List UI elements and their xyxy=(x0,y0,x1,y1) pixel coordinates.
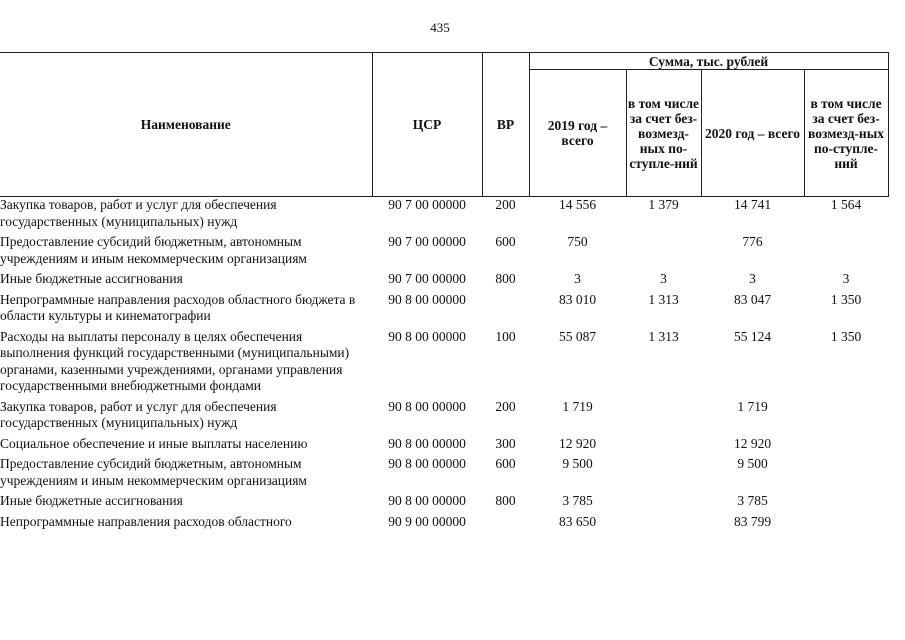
row-2020-free: 1 350 xyxy=(830,328,862,344)
page-number: 435 xyxy=(430,20,450,35)
row-2020-total: 55 124 xyxy=(733,328,772,344)
row-csr: 90 8 00 00000 xyxy=(388,435,466,451)
row-csr: 90 8 00 00000 xyxy=(388,398,466,414)
row-vr: 100 xyxy=(495,328,516,344)
header-2020-total: 2020 год – всего xyxy=(701,70,804,197)
row-2019-free: 1 379 xyxy=(648,197,679,212)
header-vr: ВР xyxy=(482,53,529,197)
table-row xyxy=(0,234,888,271)
row-2020-free xyxy=(804,436,888,457)
row-2020-free xyxy=(804,234,888,271)
row-2019-free xyxy=(626,399,701,436)
row-csr: 90 8 00 00000 xyxy=(388,493,466,508)
table-row xyxy=(0,399,888,436)
row-csr: 90 9 00 00000 xyxy=(388,513,466,529)
row-vr: 200 xyxy=(495,197,516,212)
row-csr: 90 8 00 00000 xyxy=(388,328,466,344)
row-vr: 600 xyxy=(495,234,516,249)
table-row xyxy=(0,436,888,457)
budget-table xyxy=(0,52,889,534)
table-row xyxy=(0,271,888,292)
row-vr: 800 xyxy=(495,271,516,286)
row-2019-free: 1 313 xyxy=(648,328,679,344)
row-2020-free: 3 xyxy=(842,271,850,286)
table-body xyxy=(0,197,888,535)
header-csr: ЦСР xyxy=(372,53,482,197)
row-name: Закупка товаров, работ и услуг для обеспечения государственных (муниципальных) нужд xyxy=(0,197,277,229)
row-2020-free xyxy=(804,493,888,514)
row-2019-total: 12 920 xyxy=(558,435,597,451)
row-2019-total: 83 650 xyxy=(558,513,597,529)
row-2020-total: 776 xyxy=(742,234,763,249)
row-vr: 300 xyxy=(495,435,516,451)
row-name: Социальное обеспечение и иные выплаты населению xyxy=(0,435,308,451)
row-2020-total: 12 920 xyxy=(733,435,772,451)
row-name: Расходы на выплаты персоналу в целях обеспечения выполнения функций государственными (муниципальными) органами, казенными учреждениями, органами управления государственными внебюджетными фондами xyxy=(0,328,350,393)
row-vr: 200 xyxy=(495,398,516,414)
row-name: Иные бюджетные ассигнования xyxy=(0,271,183,286)
table-header xyxy=(0,53,888,197)
row-csr: 90 8 00 00000 xyxy=(388,291,466,307)
header-2019-total: 2019 год – всего xyxy=(529,70,626,197)
header-2020-free: в том числе за счет без-возмезд-ных по-ступле-ний xyxy=(804,70,888,197)
row-2019-total: 55 087 xyxy=(558,328,597,344)
row-2019-free xyxy=(626,456,701,493)
row-2020-total: 83 799 xyxy=(733,513,772,529)
row-vr: 600 xyxy=(495,456,516,471)
table-row xyxy=(0,514,888,535)
row-2020-free xyxy=(804,399,888,436)
table-row xyxy=(0,456,888,493)
row-name: Непрограммные направления расходов областного бюджета в области культуры и кинематографии xyxy=(0,291,356,323)
row-csr: 90 7 00 00000 xyxy=(388,197,466,212)
row-2019-free xyxy=(626,436,701,457)
row-2019-total: 9 500 xyxy=(562,456,593,471)
row-2020-total: 3 xyxy=(749,271,756,286)
row-csr: 90 8 00 00000 xyxy=(388,456,466,471)
row-csr: 90 7 00 00000 xyxy=(388,271,466,286)
row-2020-free xyxy=(804,456,888,493)
row-2019-total: 3 785 xyxy=(562,493,593,508)
row-2020-free xyxy=(804,514,888,535)
table-row xyxy=(0,197,888,235)
row-2019-free xyxy=(626,234,701,271)
row-2019-free xyxy=(626,493,701,514)
row-2020-total: 14 741 xyxy=(733,197,772,212)
row-2019-free: 1 313 xyxy=(648,291,679,307)
row-2020-free: 1 350 xyxy=(830,291,862,307)
row-name: Иные бюджетные ассигнования xyxy=(0,493,183,508)
row-vr xyxy=(482,514,529,535)
row-2019-total: 3 xyxy=(574,271,581,286)
row-name: Предоставление субсидий бюджетным, автономным учреждениям и иным некоммерческим организациям xyxy=(0,234,307,266)
row-2019-free xyxy=(626,514,701,535)
row-vr xyxy=(482,292,529,329)
header-sum-group: Сумма, тыс. рублей xyxy=(529,53,888,70)
row-2019-free: 3 xyxy=(660,271,667,286)
row-2019-total: 1 719 xyxy=(562,398,593,414)
row-2020-free: 1 564 xyxy=(830,197,862,212)
row-name: Непрограммные направления расходов областного xyxy=(0,513,292,529)
row-2019-total: 750 xyxy=(567,234,588,249)
row-name: Предоставление субсидий бюджетным, автономным учреждениям и иным некоммерческим организациям xyxy=(0,456,307,488)
header-2019-free: в том числе за счет без-возмезд-ных по-ступле-ний xyxy=(626,70,701,197)
row-2020-total: 9 500 xyxy=(737,456,768,471)
row-2019-total: 83 010 xyxy=(558,291,597,307)
row-name: Закупка товаров, работ и услуг для обеспечения государственных (муниципальных) нужд xyxy=(0,398,277,430)
row-vr: 800 xyxy=(495,493,516,508)
row-csr: 90 7 00 00000 xyxy=(388,234,466,249)
row-2020-total: 83 047 xyxy=(733,291,772,307)
table-row xyxy=(0,329,888,399)
row-2019-total: 14 556 xyxy=(558,197,597,212)
table-row xyxy=(0,493,888,514)
header-name: Наименование xyxy=(0,53,372,197)
table-row xyxy=(0,292,888,329)
row-2020-total: 3 785 xyxy=(737,493,768,508)
row-2020-total: 1 719 xyxy=(737,398,768,414)
